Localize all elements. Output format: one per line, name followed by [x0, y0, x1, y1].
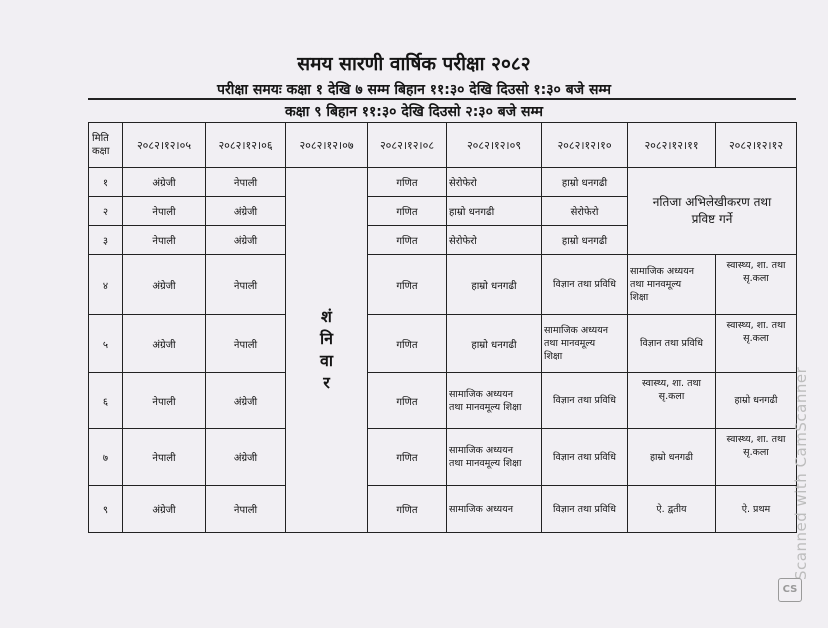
table-row	[89, 429, 797, 486]
date-header: २०८२।१२।१२	[716, 123, 797, 168]
subject-cell: नेपाली	[123, 226, 206, 255]
subject-cell: अंग्रेजी	[123, 486, 206, 533]
subject-text: सामाजिक अध्ययन तथा मानवमूल्य शिक्षा	[449, 388, 522, 413]
subject-cell: हाम्रो धनगढी	[447, 197, 542, 226]
subject-cell: हाम्रो धनगढी	[542, 226, 628, 255]
scanner-logo-icon: CS	[778, 578, 802, 602]
subject-cell: गणित	[368, 373, 447, 429]
table-row	[89, 315, 797, 373]
subject-cell: अंग्रेजी	[123, 168, 206, 197]
subject-cell: विज्ञान तथा प्रविधि	[628, 315, 716, 373]
class-cell: ४	[89, 255, 123, 315]
subject-cell: गणित	[368, 486, 447, 533]
subject-text: सामाजिक अध्ययन तथा मानवमूल्य शिक्षा	[449, 445, 522, 469]
subject-cell	[628, 373, 716, 429]
subject-cell	[628, 255, 716, 315]
subject-cell	[716, 429, 797, 486]
subject-cell: गणित	[368, 255, 447, 315]
saturday-label: शं नि वा र	[319, 307, 334, 392]
subject-cell: विज्ञान तथा प्रविधि	[542, 429, 628, 486]
result-entry-note	[628, 168, 797, 255]
subject-cell: नेपाली	[123, 429, 206, 486]
subject-cell: गणित	[368, 315, 447, 373]
class-cell: ९	[89, 486, 123, 533]
class-cell: ५	[89, 315, 123, 373]
date-header: २०८२।१२।०६	[206, 123, 286, 168]
subject-cell: अंग्रेजी	[206, 226, 286, 255]
subject-text: सामाजिक अध्ययन तथा मानवमूल्य शिक्षा	[544, 325, 608, 362]
table-row	[89, 486, 797, 533]
page-title: समय सारणी वार्षिक परीक्षा २०८२	[297, 53, 531, 75]
date-header: २०८२।१२।०७	[286, 123, 368, 168]
subject-cell: ऐ. प्रथम	[716, 486, 797, 533]
class-label: कक्षा	[92, 146, 110, 157]
subject-cell: हाम्रो धनगढी	[628, 429, 716, 486]
subject-cell	[716, 255, 797, 315]
date-header: २०८२।१२।०९	[447, 123, 542, 168]
table-row	[89, 255, 797, 315]
class-cell: ३	[89, 226, 123, 255]
date-label: मिति	[92, 133, 109, 144]
subject-cell: नेपाली	[206, 315, 286, 373]
subject-cell: नेपाली	[206, 255, 286, 315]
subject-cell: गणित	[368, 197, 447, 226]
subject-cell: अंग्रेजी	[206, 429, 286, 486]
class-cell: ७	[89, 429, 123, 486]
subject-cell	[447, 373, 542, 429]
header-row	[89, 123, 797, 168]
saturday-holiday-cell	[286, 168, 368, 533]
subject-text: स्वास्थ्य, शा. तथा सृ.कला	[726, 320, 786, 344]
subject-text: स्वास्थ्य, शा. तथा सृ.कला	[726, 260, 786, 284]
subject-cell	[542, 315, 628, 373]
subject-cell: नेपाली	[123, 197, 206, 226]
corner-header	[89, 123, 123, 168]
subject-cell: गणित	[368, 429, 447, 486]
subject-cell: हाम्रो धनगढी	[447, 315, 542, 373]
subject-cell: सेरोफेरो	[447, 168, 542, 197]
subject-cell: सामाजिक अध्ययन	[447, 486, 542, 533]
date-header: २०८२।१२।११	[628, 123, 716, 168]
exam-schedule-table	[88, 122, 797, 533]
subject-cell: हाम्रो धनगढी	[716, 373, 797, 429]
subject-cell: अंग्रेजी	[206, 373, 286, 429]
subject-cell	[447, 429, 542, 486]
subject-text: स्वास्थ्य, शा. तथा सृ.कला	[726, 434, 786, 458]
subject-cell: ऐ. द्वतीय	[628, 486, 716, 533]
subject-cell: सेरोफेरो	[542, 197, 628, 226]
date-header: २०८२।१२।०८	[368, 123, 447, 168]
subject-text: सामाजिक अध्ययन तथा मानवमूल्य शिक्षा	[630, 266, 694, 303]
scanner-watermark: Scanned with CamScanner	[792, 366, 810, 580]
subject-cell: विज्ञान तथा प्रविधि	[542, 486, 628, 533]
subject-cell: अंग्रेजी	[123, 315, 206, 373]
date-header: २०८२।१२।१०	[542, 123, 628, 168]
subject-cell: नेपाली	[206, 168, 286, 197]
subject-cell: अंग्रेजी	[123, 255, 206, 315]
table-caption: कक्षा ९ बिहान ११:३० देखि दिउसो २:३० बजे सम्म	[284, 104, 544, 120]
subject-cell: हाम्रो धनगढी	[542, 168, 628, 197]
divider	[88, 98, 796, 100]
date-header: २०८२।१२।०५	[123, 123, 206, 168]
subject-cell: विज्ञान तथा प्रविधि	[542, 373, 628, 429]
subject-cell: अंग्रेजी	[206, 197, 286, 226]
subject-cell: नेपाली	[123, 373, 206, 429]
exam-time-subtitle: परीक्षा समयः कक्षा १ देखि ७ सम्म बिहान ११:३० देखि दिउसो १:३० बजे सम्म	[217, 82, 611, 98]
subject-cell: सेरोफेरो	[447, 226, 542, 255]
class-cell: २	[89, 197, 123, 226]
subject-cell	[716, 315, 797, 373]
class-cell: ६	[89, 373, 123, 429]
table-row	[89, 168, 797, 197]
subject-cell: गणित	[368, 226, 447, 255]
result-entry-label: नतिजा अभिलेखीकरण तथा प्रविष्ट गर्ने	[652, 195, 772, 226]
class-cell: १	[89, 168, 123, 197]
subject-text: स्वास्थ्य, शा. तथा सृ.कला	[641, 378, 702, 402]
subject-cell: हाम्रो धनगढी	[447, 255, 542, 315]
subject-cell: नेपाली	[206, 486, 286, 533]
subject-cell: विज्ञान तथा प्रविधि	[542, 255, 628, 315]
subject-cell: गणित	[368, 168, 447, 197]
table-row	[89, 373, 797, 429]
